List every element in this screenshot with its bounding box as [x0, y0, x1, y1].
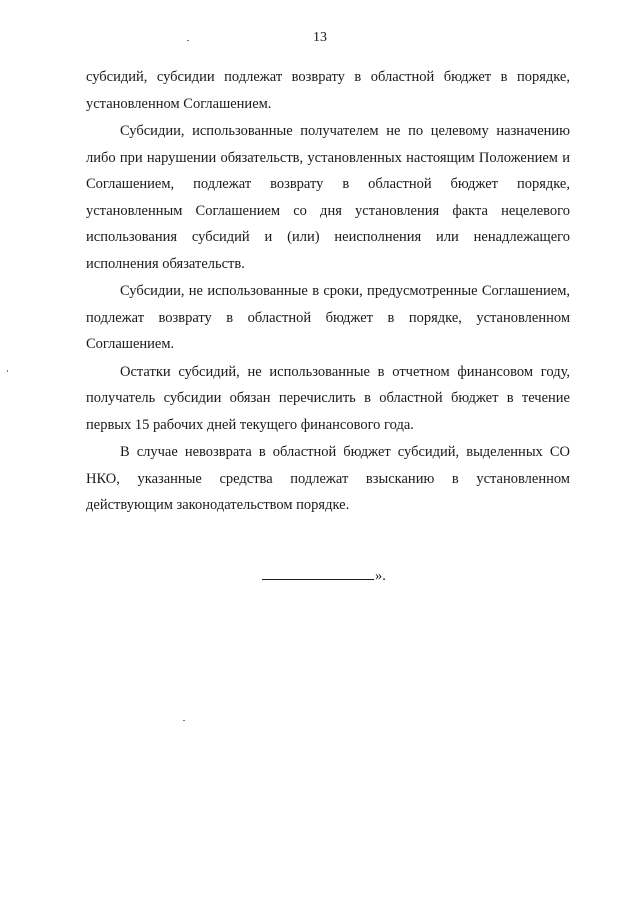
document-body: [86, 64, 570, 520]
paragraph-1: субсидий, субсидии подлежат возврату в областной бюджет в порядке, установленном Соглашением.: [86, 69, 570, 112]
paragraph-4: Остатки субсидий, не использованные в отчетном финансовом году, получатель субсидии обязан перечислить в областной бюджет в течение первых 15 рабочих дней текущего финансового года.: [86, 363, 570, 433]
paragraph-2: Субсидии, использованные получателем не по целевому назначению либо при нарушении обязательств, установленных настоящим Положением и Соглашением, подлежат возврату в областной бюджет порядке, установленным Соглашением со дня установления факта нецелевого использования субсидий и (или) неисполнения или ненадлежащего исполнения обязательств.: [86, 123, 570, 272]
scan-speck: [183, 720, 185, 721]
paragraph-3: Субсидии, не использованные в сроки, предусмотренные Соглашением, подлежат возврату в областной бюджет в порядке, установленном Соглашением.: [86, 283, 570, 352]
page-number: 13: [313, 30, 327, 45]
scan-speck: [187, 40, 189, 41]
closing-line: [262, 567, 386, 585]
paragraph-5: В случае невозврата в областной бюджет субсидий, выделенных СО НКО, указанные средства подлежат взысканию в установленном действующим законодательством порядке.: [86, 444, 570, 513]
closing-quote: ».: [375, 568, 386, 584]
scan-speck: [7, 370, 8, 372]
signature-underline: [262, 567, 374, 580]
